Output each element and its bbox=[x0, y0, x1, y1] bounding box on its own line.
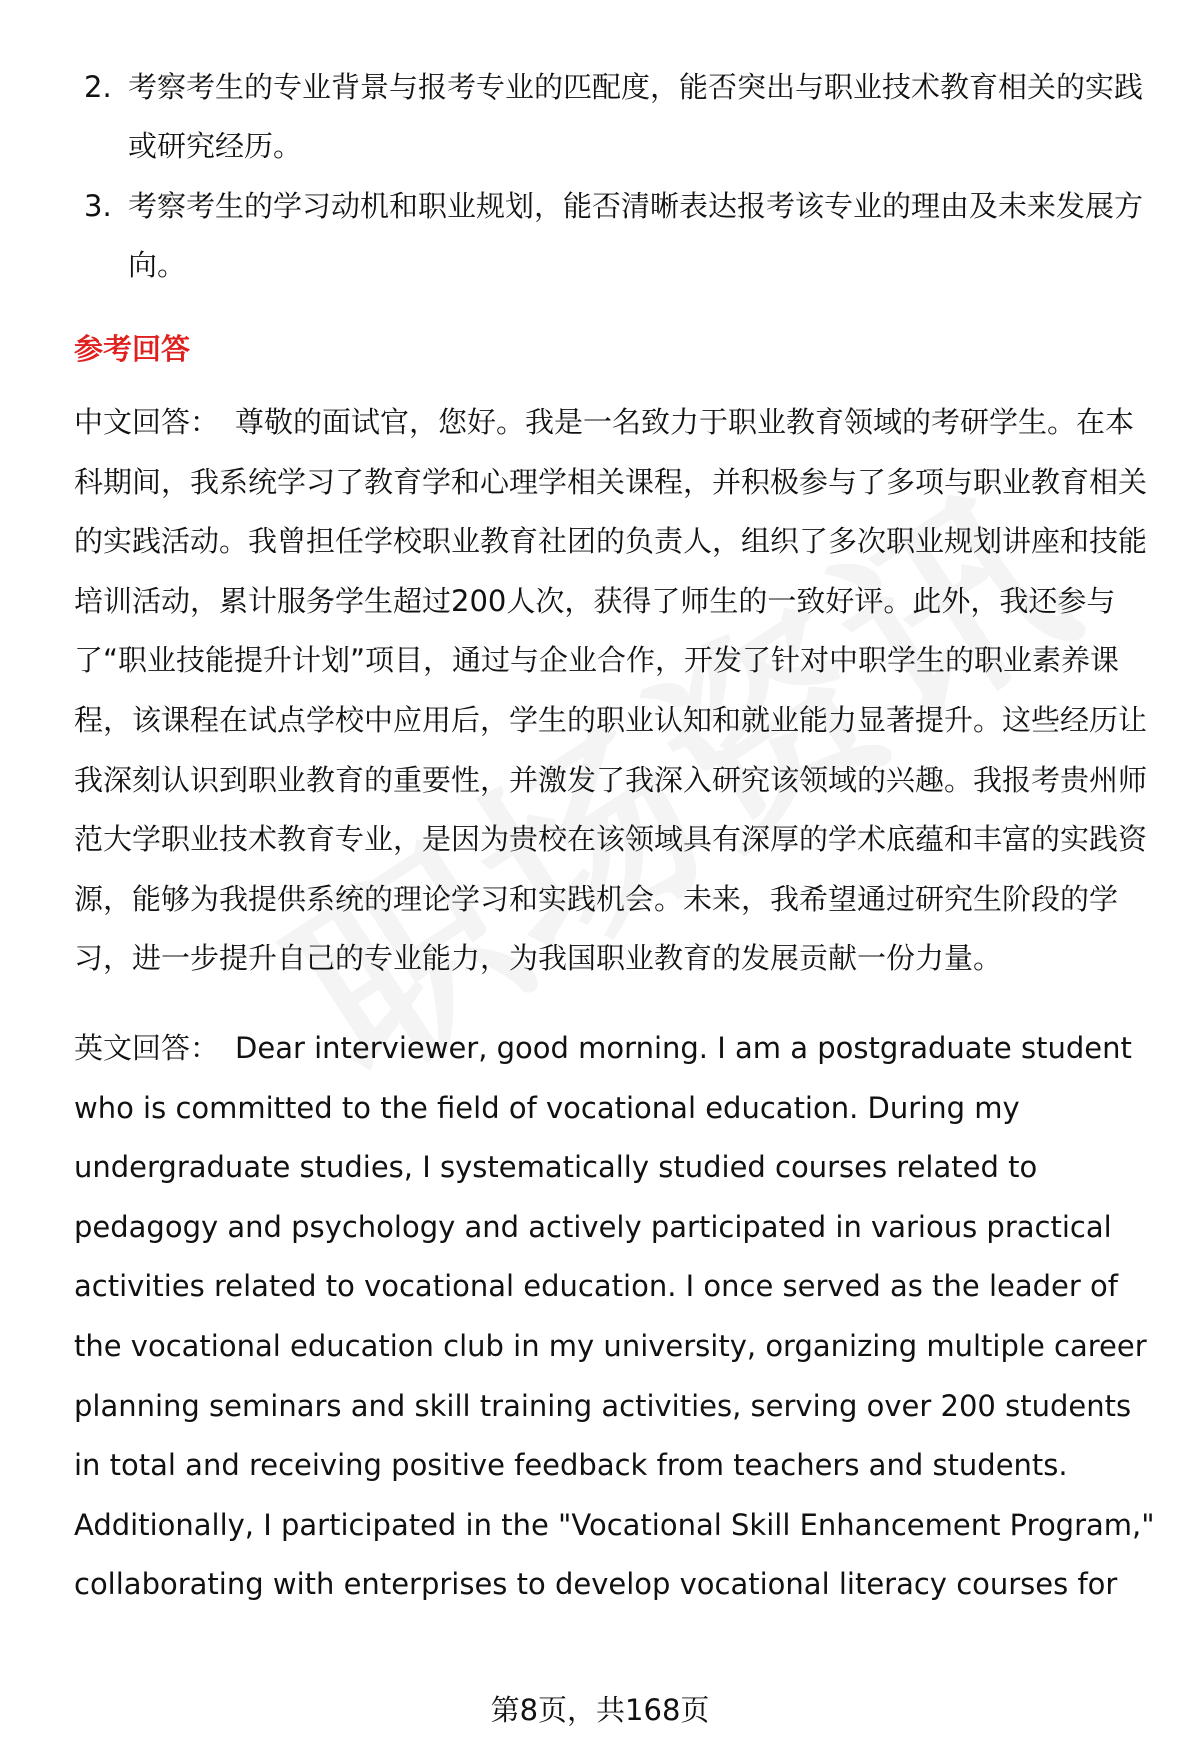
section-title: 参考回答 bbox=[74, 332, 191, 366]
criteria-number: 3. bbox=[84, 189, 112, 223]
chinese-answer bbox=[74, 393, 1160, 989]
criteria-text: 考察考生的专业背景与报考专业的匹配度，能否突出与职业技术教育相关的实践或研究经历。 bbox=[128, 70, 1144, 163]
criteria-item bbox=[74, 177, 1160, 295]
criteria-text: 考察考生的学习动机和职业规划，能否清晰表达报考该专业的理由及未来发展方向。 bbox=[128, 189, 1144, 282]
english-answer-label: 英文回答： bbox=[74, 1030, 220, 1065]
criteria-number: 2. bbox=[84, 70, 112, 104]
criteria-list bbox=[74, 58, 1160, 295]
chinese-answer-text: 尊敬的面试官，您好。我是一名致力于职业教育领域的考研学生。在本科期间，我系统学习了教育学和心理学相关课程，并积极参与了多项与职业教育相关的实践活动。我曾担任学校职业教育社团的负责人，组织了多次职业规划讲座和技能培训活动，累计服务学生超过200人次，获得了师生的一致好评。此外，我还参与了“职业技能提升计划”项目，通过与企业合作，开发了针对中职学生的职业素养课程，该课程在试点学校中应用后，学生的职业认知和就业能力显著提升。这些经历让我深刻认识到职业教育的重要性，并激发了我深入研究该领域的兴趣。我报考贵州师范大学职业技术教育专业，是因为贵校在该领域具有深厚的学术底蕴和丰富的实践资源，能够为我提供系统的理论学习和实践机会。未来，我希望通过研究生阶段的学习，进一步提升自己的专业能力，为我国职业教育的发展贡献一份力量。 bbox=[74, 405, 1148, 976]
english-answer bbox=[74, 1019, 1160, 1615]
page-number: 第8页，共168页 bbox=[490, 1693, 710, 1727]
chinese-answer-label: 中文回答： bbox=[74, 405, 220, 439]
criteria-item bbox=[74, 58, 1160, 176]
english-answer-text: Dear interviewer, good morning. I am a postgraduate student who is committed to the field of vocational education. During my undergraduate studies, I systematically studied courses related to pedagogy and psychology and actively participated in various practical activities related to vocational education. I once served as the leader of the vocational education club in my university, organizing multiple career planning seminars and skill training activities, serving over 200 students in total and receiving positive feedback from teachers and students. Additionally, I participated in the "Vocational Skill Enhancement Program," collaborating with enterprises to develop vocational literacy courses for bbox=[74, 1030, 1155, 1602]
